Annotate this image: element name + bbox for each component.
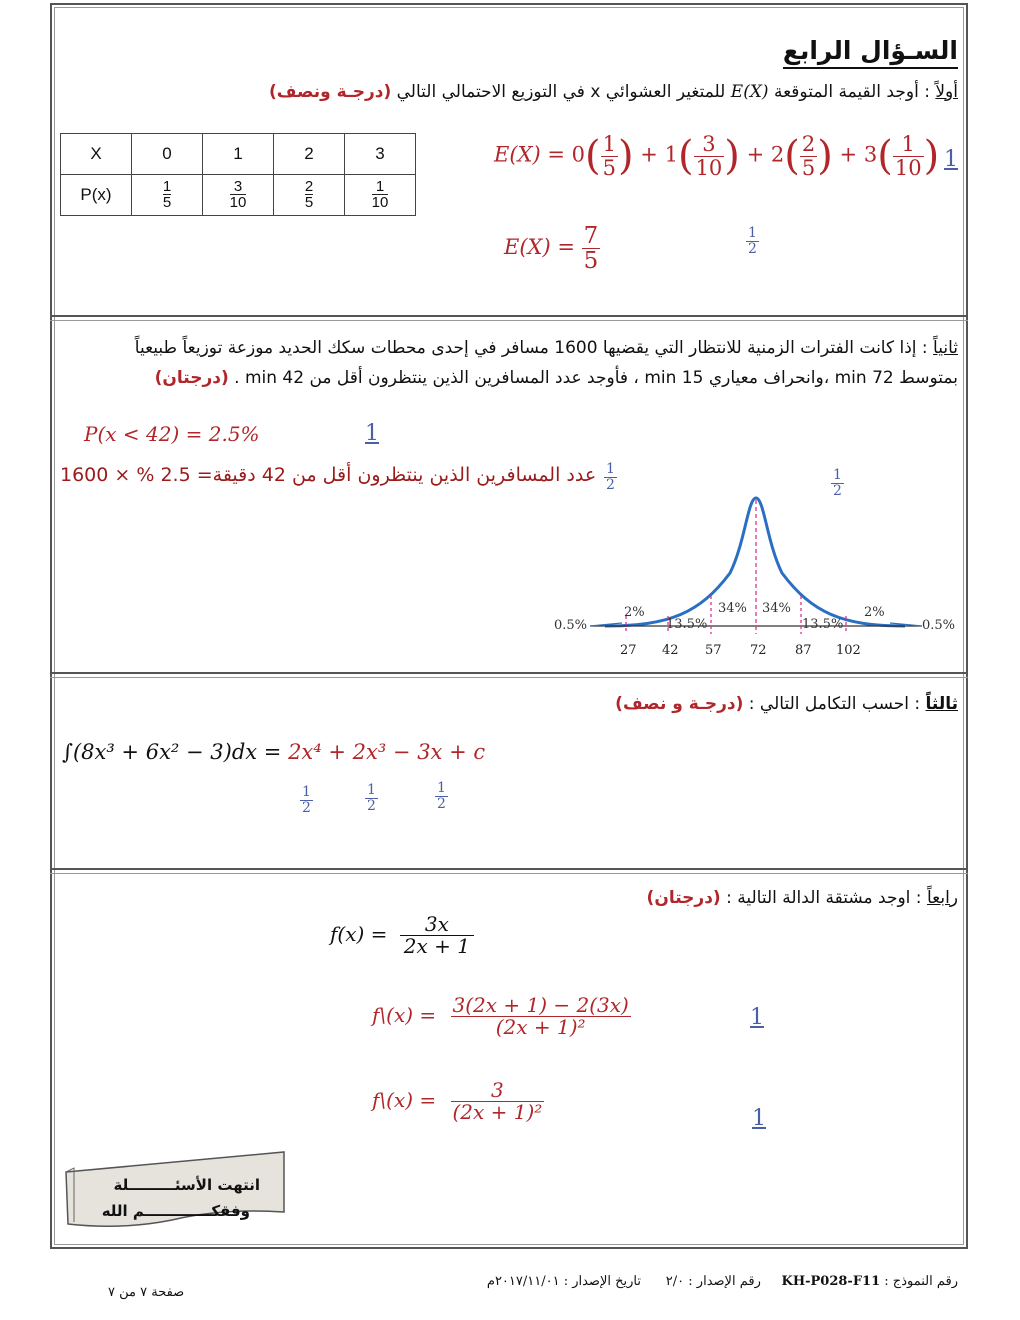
part1-prompt: أولاً : أوجد القيمة المتوقعة E(X) للمتغير العشوائي x في التوزيع الاحتمالي التالي (درجـة ونصف) [268,82,958,102]
part2-grade: (درجتان) [154,368,229,388]
tick-42: 42 [662,643,679,658]
pct-label: 13.5% [666,617,708,632]
footer-date-value: ٢٠١٧/١١/٠١م [486,1274,560,1289]
footer-model-label: رقم النموذج : [884,1274,958,1289]
derivative-step2: f\(x) = $\frac{3}{\text{(2x + 1)²}}$ [372,1078,543,1124]
pct-label: 0.5% [554,618,588,633]
pct-label: 2% [624,605,645,620]
divider-2 [50,672,968,674]
part4-prompt: رابعاً : اوجد مشتقة الدالة التالية : (درجتان) [646,888,958,908]
part2-label: ثانياً [933,338,958,358]
table-head-p: P(x) [61,175,132,216]
normal-curve-figure [550,488,960,668]
tick-27: 27 [620,643,637,658]
part2-line2: بمتوسط 72 min ،وانحراف معياري 15 min ، فأوجد عدد المسافرين الذين ينتظرون أقل من 42 min . (درجتان) [154,368,958,388]
footer-date-label: تاريخ الإصدار : [563,1274,641,1289]
footer-issue-value: ٢/٠ [665,1274,685,1289]
pct-label: 2% [864,605,885,620]
part1-expr: E(X) [730,82,769,102]
pct-label: 13.5% [802,617,844,632]
footer-issue-label: رقم الإصدار : [688,1274,761,1289]
question-title: السـؤال الرابع [783,36,958,69]
part4-grade: (درجتان) [646,888,721,908]
divider-3b [50,873,968,874]
ex-result: E(X) = $\frac{7}{5}$ [504,223,599,275]
table-p-value: $\frac{1}{10}$ [345,175,416,216]
mark-part4-1: 1 [750,1005,764,1030]
footer-meta [487,1274,958,1289]
part2-sol2: عدد المسافرين الذين ينتظرون أقل من 42 دقيقة= 2.5 % × 1600 [60,464,597,486]
footer-model-code: KH-P028-F11 [781,1274,881,1289]
divider-1 [50,315,968,317]
table-x-value: 0 [132,134,203,175]
mark-part4-2: 1 [752,1106,766,1131]
tick-57: 57 [705,643,722,658]
table-row-x [61,134,416,175]
mark-part3: $\frac{1}{2}$ [437,780,446,812]
part3-label: ثالثاً [925,694,958,714]
table-row-p [61,175,416,216]
part3-prompt: ثالثاً : احسب التكامل التالي : (درجـة و نصف) [615,694,958,714]
table-x-value: 2 [274,134,345,175]
part3-grade: (درجـة و نصف) [615,694,744,714]
part1-label: أولاً [935,82,958,102]
table-p-value: $\frac{2}{5}$ [274,175,345,216]
table-x-value: 3 [345,134,416,175]
pct-label: 0.5% [922,618,956,633]
integral-answer: 2x⁴ + 2x³ − 3x + c [288,740,486,764]
end-note-line1: انتهت الأسئـــــــــلة [113,1176,260,1194]
divider-2b [50,677,968,678]
table-p-value: $\frac{1}{5}$ [132,175,203,216]
table-p-value: $\frac{3}{10}$ [203,175,274,216]
divider-1b [50,320,968,321]
table-head-x: X [61,134,132,175]
end-note-line2: وفقكـــــــــــــم الله [101,1202,250,1220]
part2-line1: ثانياً : إذا كانت الفترات الزمنية للانتظار التي يقضيها 1600 مسافر في إحدى محطات سكك الحديد موزعة توزيعاً طبيعياً [134,338,958,358]
mark-part1-1: 1 [944,147,958,172]
mark-part2-1: 1 [365,421,379,446]
tick-102: 102 [836,643,861,658]
table-x-value: 1 [203,134,274,175]
integral: ∫(8x³ + 6x² − 3)dx = 2x⁴ + 2x³ − 3x + c [62,740,486,764]
footer-page: صفحة ٧ من ٧ [108,1285,185,1300]
mark-part3: $\frac{1}{2}$ [302,784,311,816]
mark-part1-2: $\frac{1}{2}$ [748,225,757,257]
bell-curve [605,498,905,626]
mark-part2-2: $\frac{1}{2}$ [606,461,615,493]
part1-text-post: للمتغير العشوائي x في التوزيع الاحتمالي التالي [396,82,726,102]
function-def: f(x) = $\frac{3x}{2x + 1}$ [330,914,474,957]
probability-table [60,133,416,216]
tick-87: 87 [795,643,812,658]
tick-72: 72 [750,643,767,658]
part1-grade: (درجـة ونصف) [268,82,392,102]
derivative-step1: f\(x) = $\frac{3(2x + 1) - 2(3x)}{\text{(2x + 1)²}}$ [372,993,629,1039]
part1-text-pre: أوجد القيمة المتوقعة [773,82,919,102]
ex-expansion: E(X) = 0( $\frac{1}{5}$ ) + 1( $\frac{3}{10}$ ) + 2( $\frac{2}{5}$ ) + 3( $\frac{1}{10}$ ) [494,132,940,180]
mark-part2-3: $\frac{1}{2}$ [833,467,842,499]
mark-part3: $\frac{1}{2}$ [367,782,376,814]
divider-3 [50,868,968,870]
part4-label: رابعاً [926,888,958,908]
pct-label: 34% [762,601,791,616]
pct-label: 34% [718,601,747,616]
part2-sol1: P(x < 42) = 2.5% [84,422,260,446]
